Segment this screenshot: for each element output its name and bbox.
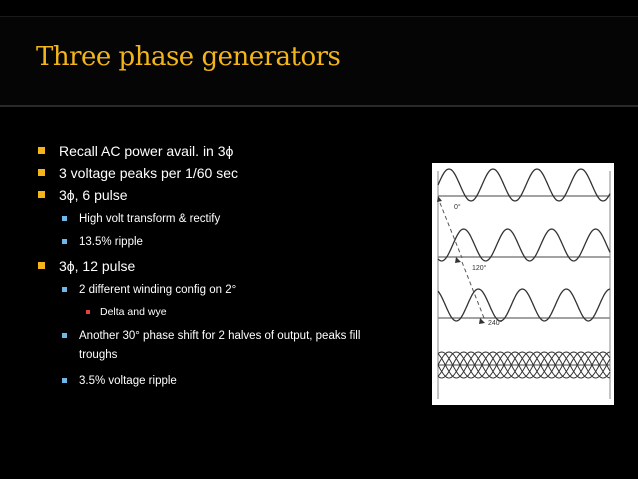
sub-bullet-item — [62, 374, 177, 388]
bullet-marker — [38, 191, 45, 198]
bullet-marker — [38, 262, 45, 269]
sub-bullet-text: 3.5% voltage ripple — [79, 375, 177, 387]
sub-bullet-item — [62, 212, 220, 226]
bullet-text: 3ϕ, 6 pulse — [59, 187, 128, 203]
sub-bullet-text: 2 different winding config on 2° — [79, 284, 237, 296]
sub-sub-bullet-marker — [86, 310, 90, 314]
sub-sub-bullet-text: Delta and wye — [100, 306, 167, 318]
bullet-text: 3 voltage peaks per 1/60 sec — [59, 165, 239, 181]
bullet-item — [38, 187, 128, 203]
bullet-marker — [38, 169, 45, 176]
slide-title: Three phase generators — [36, 42, 341, 72]
sub-bullet-marker — [62, 239, 67, 244]
sub-bullet-item — [62, 235, 143, 249]
sub-bullet-item — [62, 283, 236, 297]
sub-bullet-text: 13.5% ripple — [79, 236, 143, 248]
bullet-item — [38, 143, 233, 159]
bullet-marker — [38, 147, 45, 154]
bullet-item — [38, 165, 238, 181]
phase-label-120: 120° — [472, 265, 487, 272]
sub-sub-bullet-item — [86, 306, 167, 318]
three-phase-waveform-figure — [432, 163, 614, 405]
sub-bullet-text: High volt transform & rectify — [79, 213, 221, 225]
sub-bullet-text-continued: troughs — [79, 349, 118, 361]
phase-label-0: 0° — [454, 204, 461, 211]
sub-bullet-marker — [62, 378, 67, 383]
phase-label-240: 240° — [488, 320, 503, 327]
sub-bullet-text-block — [79, 329, 360, 362]
sub-bullet-marker — [62, 333, 67, 338]
bullet-text: Recall AC power avail. in 3ϕ — [59, 143, 234, 159]
bullet-text: 3ϕ, 12 pulse — [59, 258, 136, 274]
sub-bullet-item — [62, 329, 360, 362]
sub-bullet-marker — [62, 287, 67, 292]
sub-bullet-text: Another 30° phase shift for 2 halves of output, peaks fill — [79, 330, 361, 342]
sub-bullet-marker — [62, 216, 67, 221]
bullet-item — [38, 258, 135, 274]
